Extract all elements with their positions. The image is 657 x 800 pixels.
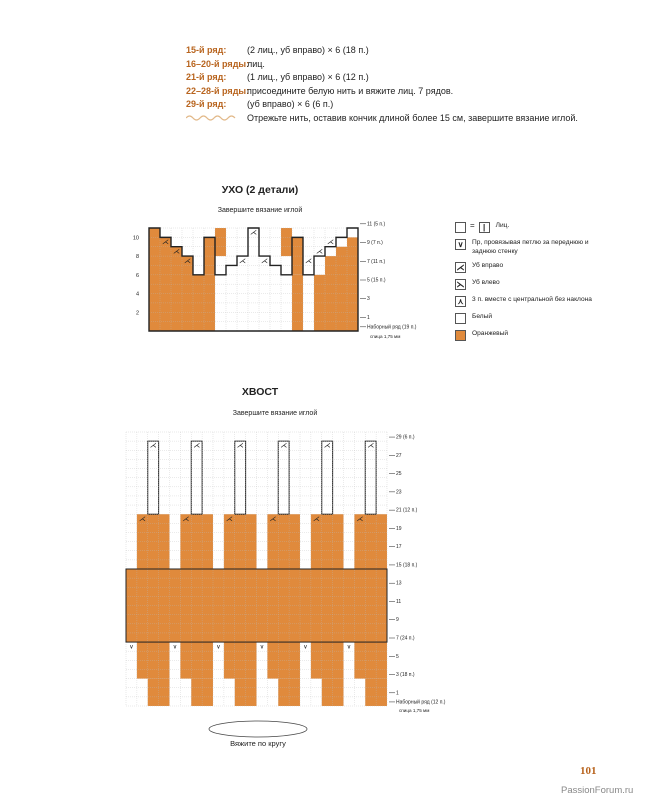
white-tip — [278, 441, 289, 514]
tail-title: ХВОСТ — [241, 386, 279, 398]
row-label: 1 — [396, 690, 399, 697]
page-number: 101 — [580, 765, 597, 777]
row-label: 9 — [396, 617, 399, 624]
row-label: 23 — [396, 489, 402, 496]
row-label: 19 — [396, 525, 402, 532]
stitch-symbol: ⋌ — [236, 442, 244, 450]
row-number: 10 — [132, 235, 139, 242]
legend-item — [455, 239, 607, 256]
stitch-symbol: ⋌ — [193, 442, 201, 450]
stitch-symbol: ⋌ — [280, 442, 288, 450]
row-label: 17 — [396, 544, 402, 551]
stitch-symbol: ⋌ — [182, 515, 190, 523]
row-label: 29-й ряд: — [186, 99, 227, 109]
row-number: 2 — [135, 310, 139, 317]
row-text: (уб вправо) × 6 (6 п.) — [247, 99, 334, 109]
stitch-symbol: ⋌ — [367, 442, 375, 450]
row-label: 11 (5 п.) — [367, 221, 386, 228]
row-text: (1 лиц., уб вправо) × 6 (12 п.) — [247, 72, 369, 82]
legend-text: Уб влево — [472, 279, 500, 286]
legend-item — [455, 296, 607, 307]
row-label: 21-й ряд: — [186, 72, 227, 82]
equals-icon: = — [470, 221, 475, 230]
stitch-symbol: ⋌ — [356, 515, 364, 523]
increase-symbol: ∨ — [303, 644, 308, 651]
legend-text: Пр, провязывая петлю за переднюю и заднюю стенку — [472, 239, 589, 255]
needle-label: спица 1,75 мм — [399, 708, 430, 713]
increase-symbol: ∨ — [129, 644, 134, 651]
stitch-symbol: ⋌ — [149, 442, 157, 450]
stitch-symbol: ⋌ — [250, 229, 257, 237]
tail-chart — [126, 432, 446, 713]
stitch-symbol: ⋌ — [327, 239, 334, 247]
stitch-symbol: ⋌ — [184, 257, 191, 265]
legend-text: 3 п. вместе с центральной без наклона — [472, 296, 592, 303]
row-label: 16–20-й ряды: — [186, 58, 250, 69]
legend-item — [455, 222, 607, 233]
orange-cell — [149, 228, 160, 331]
row-text: лиц. — [247, 58, 265, 69]
stitch-symbol: ⋌ — [261, 257, 268, 265]
row-label: 1 — [367, 314, 370, 321]
row-label: 5 — [396, 653, 399, 660]
white-swatch — [455, 313, 466, 324]
stitch-symbol: ⋌ — [323, 442, 331, 450]
row-label: 7 (11 п.) — [367, 258, 386, 265]
row-label: 15 (18 п.) — [396, 562, 418, 569]
legend-text: Белый — [472, 313, 493, 320]
row-label: 9 (7 п.) — [367, 240, 383, 247]
watermark: PassionForum.ru — [561, 785, 634, 796]
increase-symbol: ∨ — [172, 644, 178, 651]
legend-item — [455, 262, 607, 273]
stitch-symbol: ⋌ — [162, 239, 169, 247]
orange-swatch — [455, 330, 466, 341]
row-label: 3 (18 п.) — [396, 672, 415, 679]
tail-footer: Вяжите по кругу — [230, 739, 286, 748]
row-text: Отрежьте нить, оставив кончик длиной более 15 см, завершите вязание иглой. — [247, 112, 578, 123]
increase-symbol: ∨ — [216, 644, 221, 651]
legend-item — [455, 279, 607, 290]
legend-swatch-knit — [455, 222, 466, 233]
orange-cell — [193, 275, 204, 331]
circular-knitting-icon — [209, 721, 307, 737]
orange-cell — [281, 228, 292, 256]
row-number: 8 — [135, 254, 139, 261]
increase-symbol: ∨ — [346, 644, 352, 651]
legend — [455, 222, 607, 347]
increase-symbol-icon: ∨ — [455, 239, 466, 250]
row-label: Наборный ряд (12 п.) — [396, 699, 446, 706]
row-label: Наборный ряд (19 п.) — [367, 324, 417, 331]
stitch-symbol: ⋌ — [269, 515, 277, 523]
orange-cell — [336, 247, 347, 331]
row-label: 3 — [367, 296, 370, 303]
orange-cell — [215, 228, 226, 256]
legend-item — [455, 313, 607, 324]
ssk-symbol-icon: ⋌ — [456, 262, 465, 272]
orange-cell — [171, 247, 182, 331]
row-label: 15-й ряд: — [186, 45, 227, 55]
row-label: 5 (15 п.) — [367, 277, 386, 284]
stitch-symbol: ⋌ — [312, 515, 320, 523]
needle-label: спица 1,75 мм — [370, 334, 401, 339]
orange-cell — [347, 237, 358, 331]
increase-symbol: ∨ — [259, 644, 265, 651]
stitch-symbol: ⋌ — [173, 248, 180, 256]
knit-symbol-icon: | — [479, 222, 490, 233]
legend-item — [455, 330, 607, 341]
cdd-symbol-icon: ⋏ — [455, 296, 466, 307]
ear-subtitle: Завершите вязание иглой — [217, 207, 303, 214]
stitch-symbol: ⋌ — [138, 515, 146, 523]
row-label: 21 (12 п.) — [396, 507, 418, 514]
row-text: присоедините белую нить и вяжите лиц. 7 рядов. — [247, 85, 454, 96]
legend-text: Уб вправо — [472, 262, 504, 269]
stitch-symbol: ⋌ — [316, 248, 323, 256]
orange-cell — [325, 256, 336, 331]
row-label: 25 — [396, 471, 402, 478]
stitch-symbol: ⋌ — [305, 257, 312, 265]
row-text: (2 лиц., уб вправо) × 6 (18 п.) — [247, 45, 369, 55]
row-label: 22–28-й ряды: — [186, 85, 250, 96]
row-label: 11 — [396, 598, 402, 605]
ear-title: УХО (2 детали) — [221, 184, 299, 196]
row-label: 27 — [396, 452, 402, 459]
stitch-symbol: ⋌ — [225, 515, 233, 523]
row-label: 29 (6 п.) — [396, 434, 415, 441]
ear-chart — [133, 221, 417, 339]
row-number: 6 — [135, 272, 139, 279]
k2tog-symbol-icon: ⋋ — [456, 279, 465, 289]
stitch-symbol: ⋌ — [239, 257, 246, 265]
legend-text: Лиц. — [495, 222, 510, 229]
row-label: 7 (24 п.) — [396, 635, 415, 642]
tail-subtitle: Завершите вязание иглой — [232, 410, 318, 417]
row-number: 4 — [135, 291, 139, 298]
legend-text: Оранжевый — [472, 330, 509, 337]
row-label: 13 — [396, 580, 402, 587]
